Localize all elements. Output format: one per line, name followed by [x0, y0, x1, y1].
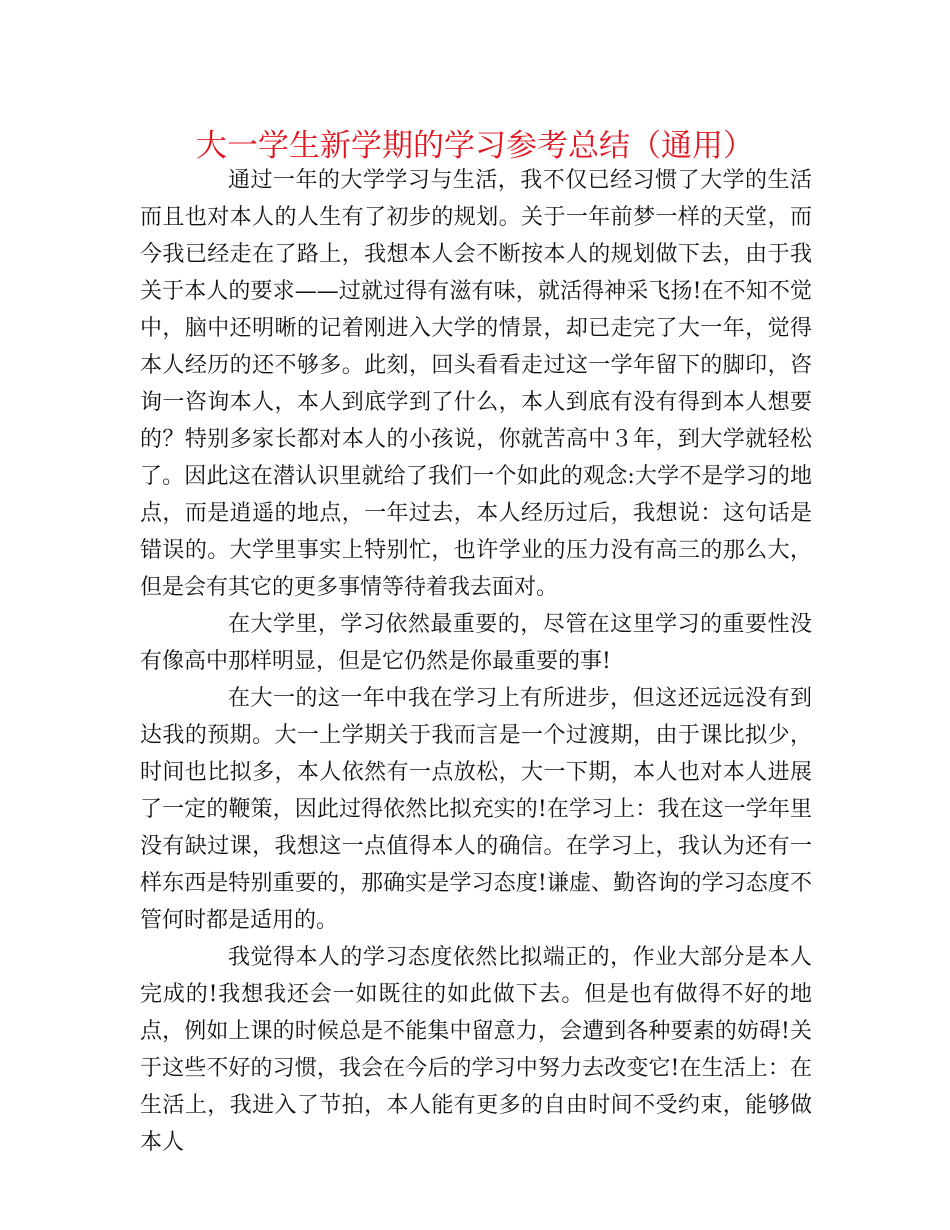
paragraph: 通过一年的大学学习与生活，我不仅已经习惯了大学的生活而且也对本人的人生有了初步的规划。关于一年前梦一样的天堂，而今我已经走在了路上，我想本人会不断按本人的规划做下去，由于我关于本人的要求——过就过得有滋有味，就活得神采飞扬!在不知不觉中，脑中还明晰的记着刚进入大学的情景，却已走完了大一年，觉得本人经历的还不够多。此刻，回头看看走过这一学年留下的脚印，咨询一咨询本人，本人到底学到了什么，本人到底有没有得到本人想要的？特别多家长都对本人的小孩说，你就苦高中３年，到大学就轻松了。因此这在潜认识里就给了我们一个如此的观念:大学不是学习的地点，而是逍遥的地点，一年过去，本人经历过后，我想说：这句话是错误的。大学里事实上特别忙，也许学业的压力没有高三的那么大，但是会有其它的更多事情等待着我去面对。: [140, 168, 812, 600]
document-body: [140, 162, 812, 1161]
paragraph: 我觉得本人的学习态度依然比拟端正的，作业大部分是本人完成的!我想我还会一如既往的如此做下去。但是也有做得不好的地点，例如上课的时候总是不能集中留意力，会遭到各种要素的妨碍!关于这些不好的习惯，我会在今后的学习中努力去改变它!在生活上：在生活上，我进入了节拍，本人能有更多的自由时间不受约束，能够做本人: [140, 945, 812, 1155]
paragraph: 在大一的这一年中我在学习上有所进步，但这还远远没有到达我的预期。大一上学期关于我而言是一个过渡期，由于课比拟少，时间也比拟多，本人依然有一点放松，大一下期，本人也对本人进展了一定的鞭策，因此过得依然比拟充实的!在学习上：我在这一学年里没有缺过课，我想这一点值得本人的确信。在学习上，我认为还有一样东西是特别重要的，那确实是学习态度!谦虚、勤咨询的学习态度不管何时都是适用的。: [140, 686, 812, 933]
paragraph: 在大学里，学习依然最重要的，尽管在这里学习的重要性没有像高中那样明显，但是它仍然是你最重要的事!: [140, 612, 812, 674]
document-title: 大一学生新学期的学习参考总结（通用）: [196, 128, 754, 164]
